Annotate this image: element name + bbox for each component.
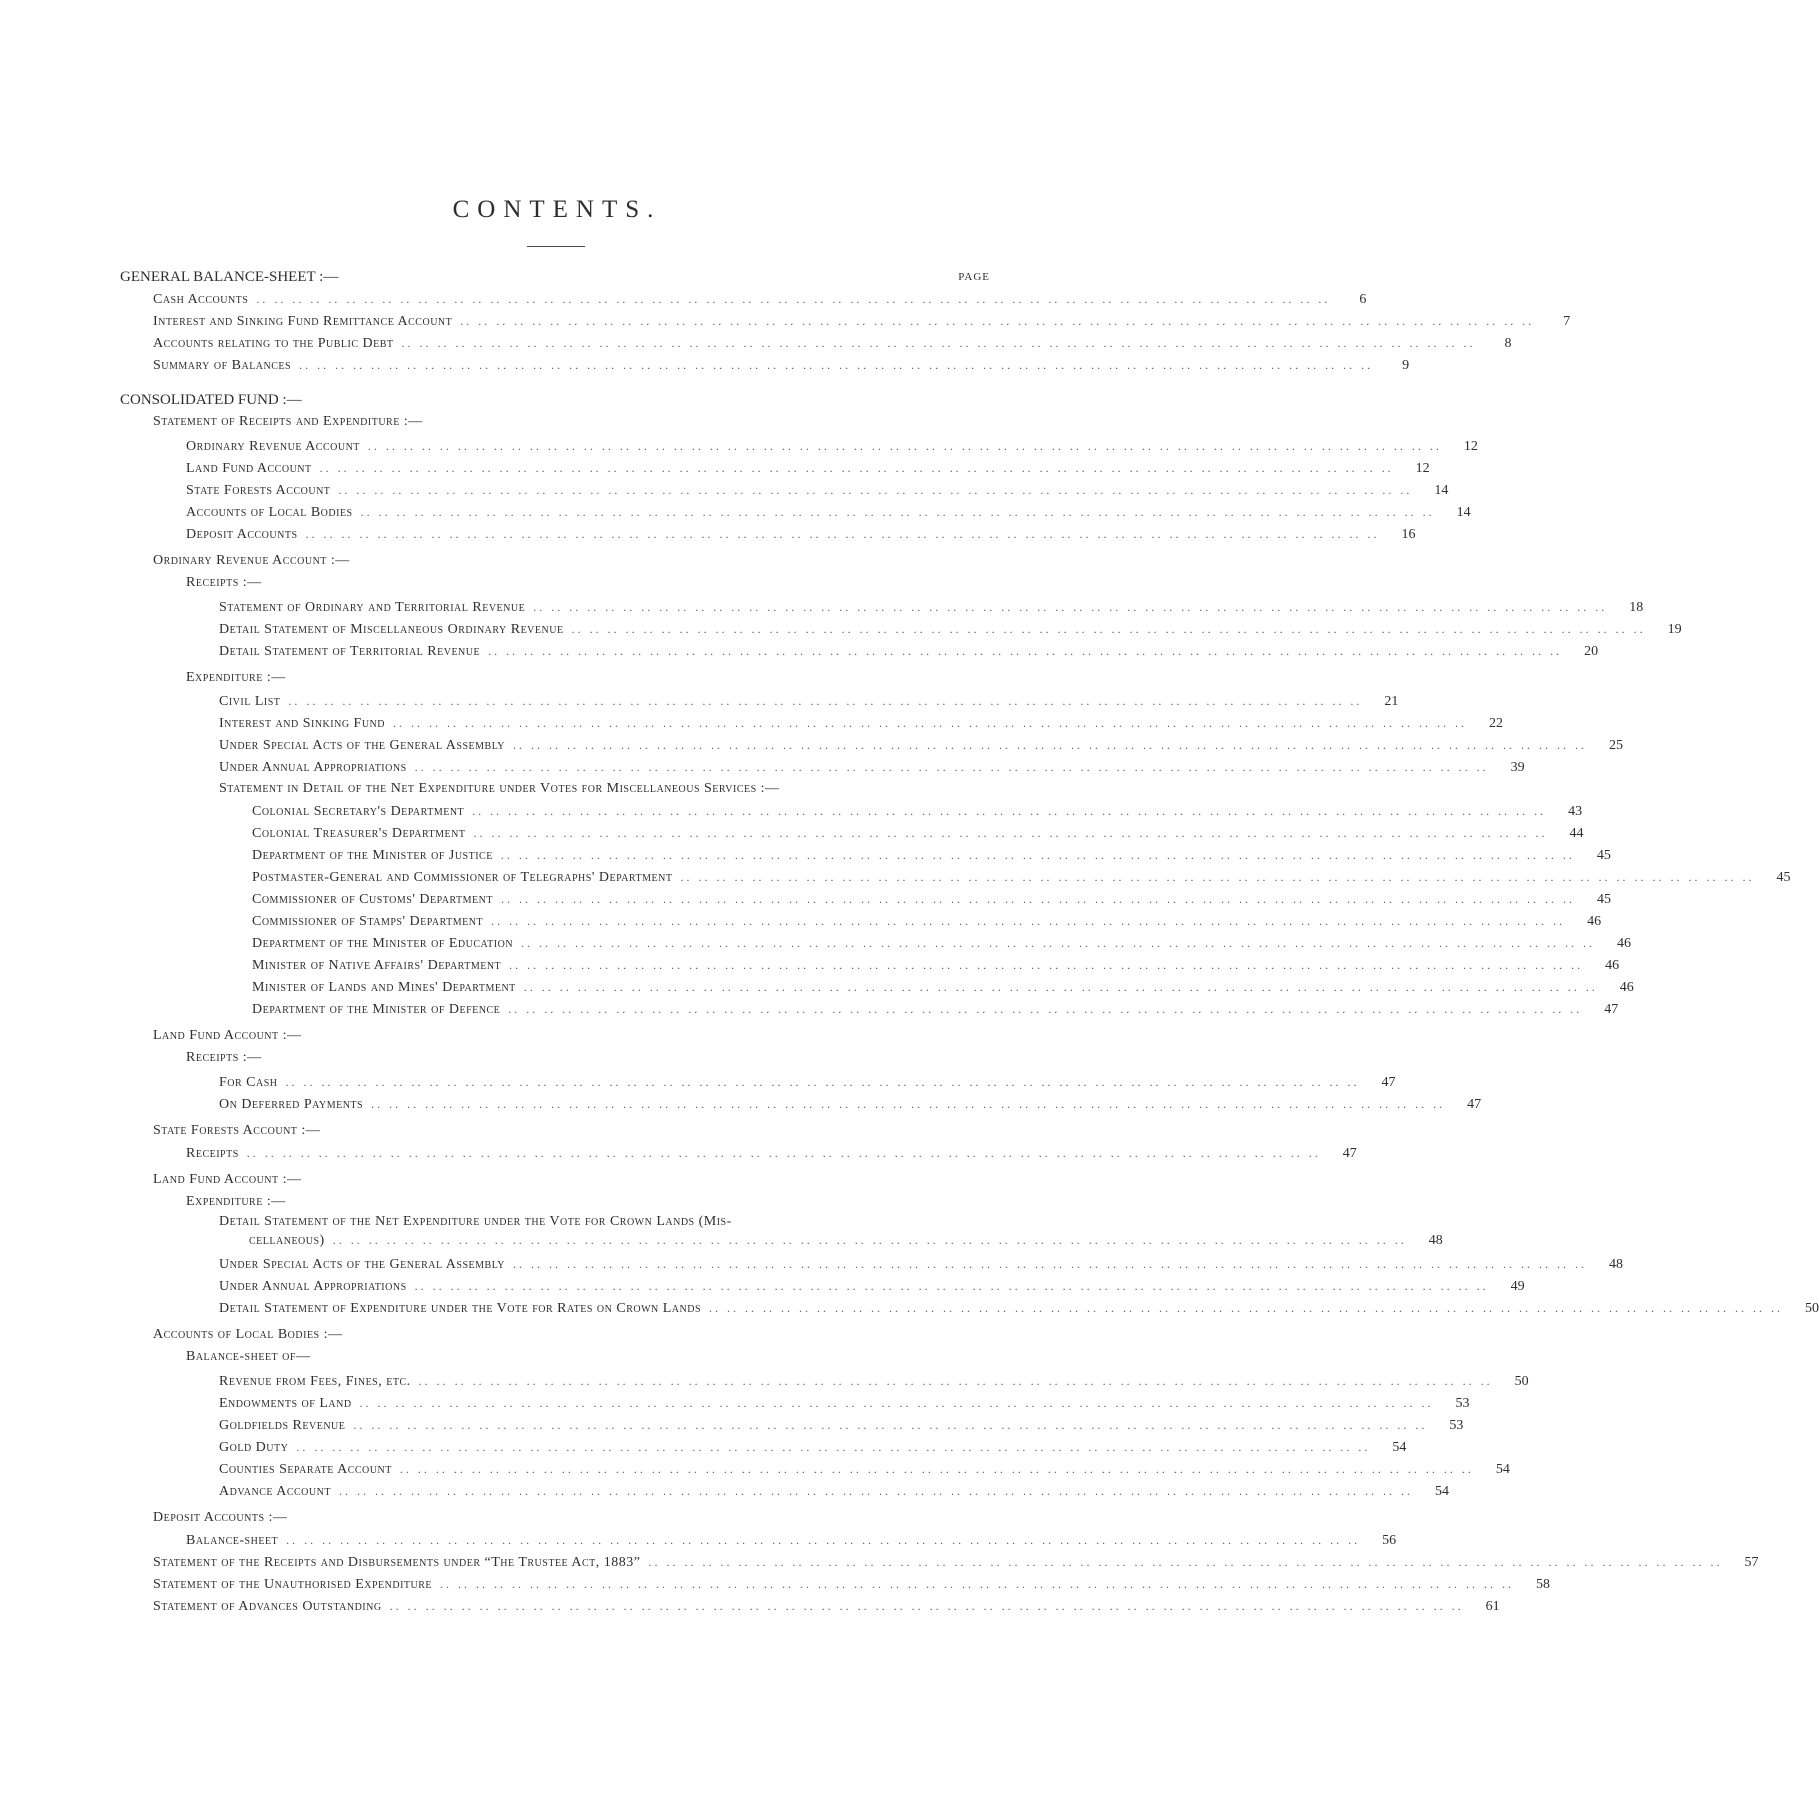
toc-entry-label: cellaneous) [249, 1233, 325, 1248]
dot-leader: .. .. .. .. .. .. .. .. .. .. .. .. .. .. .. .. .. .. .. .. .. .. .. .. .. .. .. .. .. .. .. .. .. .. .. .. .. .. .. .. .. .. .. .. .. .. .. .. .. .. .. .. .. .. .. .. .. .. .. .. [399, 1462, 1474, 1476]
toc-entry-label: Receipts :— [186, 575, 262, 590]
dot-leader: .. .. .. .. .. .. .. .. .. .. .. .. .. .. .. .. .. .. .. .. .. .. .. .. .. .. .. .. .. .. .. .. .. .. .. .. .. .. .. .. .. .. .. .. .. .. .. .. .. .. .. .. .. .. .. .. .. .. .. .. [472, 804, 1547, 818]
toc-heading [153, 413, 423, 431]
toc-entry-page: 12 [1463, 439, 1478, 454]
toc-entry [153, 1575, 1551, 1594]
dot-leader: .. .. .. .. .. .. .. .. .. .. .. .. .. .. .. .. .. .. .. .. .. .. .. .. .. .. .. .. .. .. .. .. .. .. .. .. .. .. .. .. .. .. .. .. .. .. .. .. .. .. .. .. .. .. .. .. .. .. .. .. [332, 1233, 1407, 1247]
toc-entry [186, 481, 1449, 500]
toc-entry-label: Department of the Minister of Justice [252, 848, 493, 863]
toc-entry-page: 44 [1569, 826, 1584, 841]
toc-entry [252, 890, 1611, 909]
dot-leader: .. .. .. .. .. .. .. .. .. .. .. .. .. .. .. .. .. .. .. .. .. .. .. .. .. .. .. .. .. .. .. .. .. .. .. .. .. .. .. .. .. .. .. .. .. .. .. .. .. .. .. .. .. .. .. .. .. .. .. .. [299, 358, 1374, 372]
toc-entry-label: Counties Separate Account [219, 1462, 392, 1477]
toc-entry-label: Land Fund Account :— [153, 1172, 302, 1187]
toc-entry [219, 758, 1525, 777]
toc-entry-page: 47 [1604, 1002, 1619, 1017]
toc-entry [219, 1299, 1819, 1318]
toc-entry [252, 956, 1620, 975]
toc-entry-label: On Deferred Payments [219, 1097, 364, 1112]
toc-entry-page: 16 [1401, 527, 1416, 542]
toc-entry-label: Commissioner of Stamps' Department [252, 914, 484, 929]
toc-entry-label: Land Fund Account [186, 461, 312, 476]
toc-entry-label: Balance-sheet [186, 1533, 279, 1548]
toc-entry-label: Cash Accounts [153, 292, 249, 307]
dot-leader: .. .. .. .. .. .. .. .. .. .. .. .. .. .. .. .. .. .. .. .. .. .. .. .. .. .. .. .. .. .. .. .. .. .. .. .. .. .. .. .. .. .. .. .. .. .. .. .. .. .. .. .. .. .. .. .. .. .. .. .. [389, 1599, 1464, 1613]
toc-entry-label: Statement of the Unauthorised Expenditure [153, 1577, 433, 1592]
toc-entry [219, 1438, 1407, 1457]
dot-leader: .. .. .. .. .. .. .. .. .. .. .. .. .. .. .. .. .. .. .. .. .. .. .. .. .. .. .. .. .. .. .. .. .. .. .. .. .. .. .. .. .. .. .. .. .. .. .. .. .. .. .. .. .. .. .. .. .. .. .. .. [285, 1075, 1360, 1089]
toc-entry-page: 53 [1455, 1396, 1470, 1411]
toc-entry-page: 21 [1384, 694, 1399, 709]
dot-leader: .. .. .. .. .. .. .. .. .. .. .. .. .. .. .. .. .. .. .. .. .. .. .. .. .. .. .. .. .. .. .. .. .. .. .. .. .. .. .. .. .. .. .. .. .. .. .. .. .. .. .. .. .. .. .. .. .. .. .. .. [338, 483, 1413, 497]
toc-entry [219, 1482, 1449, 1501]
dot-leader: .. .. .. .. .. .. .. .. .. .. .. .. .. .. .. .. .. .. .. .. .. .. .. .. .. .. .. .. .. .. .. .. .. .. .. .. .. .. .. .. .. .. .. .. .. .. .. .. .. .. .. .. .. .. .. .. .. .. .. .. [414, 1279, 1489, 1293]
toc-entry-page: 47 [1467, 1097, 1482, 1112]
dot-leader: .. .. .. .. .. .. .. .. .. .. .. .. .. .. .. .. .. .. .. .. .. .. .. .. .. .. .. .. .. .. .. .. .. .. .. .. .. .. .. .. .. .. .. .. .. .. .. .. .. .. .. .. .. .. .. .. .. .. .. .. [414, 760, 1489, 774]
toc-entry-label: Revenue from Fees, Fines, etc. [219, 1374, 411, 1389]
toc-entry-page: 20 [1584, 644, 1599, 659]
toc-entry-label: Statement in Detail of the Net Expenditure under Votes for Miscellaneous Services :— [219, 781, 780, 796]
toc-entry [219, 1095, 1482, 1114]
dot-leader: .. .. .. .. .. .. .. .. .. .. .. .. .. .. .. .. .. .. .. .. .. .. .. .. .. .. .. .. .. .. .. .. .. .. .. .. .. .. .. .. .. .. .. .. .. .. .. .. .. .. .. .. .. .. .. .. .. .. .. .. [296, 1440, 1371, 1454]
toc-entry-label: Receipts :— [186, 1050, 262, 1065]
dot-leader: .. .. .. .. .. .. .. .. .. .. .. .. .. .. .. .. .. .. .. .. .. .. .. .. .. .. .. .. .. .. .. .. .. .. .. .. .. .. .. .. .. .. .. .. .. .. .. .. .. .. .. .. .. .. .. .. .. .. .. .. [360, 505, 1435, 519]
toc-entry-label: Receipts [186, 1146, 239, 1161]
toc-entry-label: CONSOLIDATED FUND :— [120, 392, 302, 408]
dot-leader: .. .. .. .. .. .. .. .. .. .. .. .. .. .. .. .. .. .. .. .. .. .. .. .. .. .. .. .. .. .. .. .. .. .. .. .. .. .. .. .. .. .. .. .. .. .. .. .. .. .. .. .. .. .. .. .. .. .. .. .. [393, 716, 1467, 730]
toc-entry-label: GENERAL BALANCE-SHEET :— [120, 269, 339, 285]
toc-entry-label: Balance-sheet of— [186, 1349, 311, 1364]
toc-entry [252, 802, 1583, 821]
toc-entry-label: Interest and Sinking Fund [219, 716, 385, 731]
dot-leader: .. .. .. .. .. .. .. .. .. .. .. .. .. .. .. .. .. .. .. .. .. .. .. .. .. .. .. .. .. .. .. .. .. .. .. .. .. .. .. .. .. .. .. .. .. .. .. .. .. .. .. .. .. .. .. .. .. .. .. .. [508, 1002, 1583, 1016]
dot-leader: .. .. .. .. .. .. .. .. .. .. .. .. .. .. .. .. .. .. .. .. .. .. .. .. .. .. .. .. .. .. .. .. .. .. .. .. .. .. .. .. .. .. .. .. .. .. .. .. .. .. .. .. .. .. .. .. .. .. .. .. [523, 980, 1598, 994]
dot-leader: .. .. .. .. .. .. .. .. .. .. .. .. .. .. .. .. .. .. .. .. .. .. .. .. .. .. .. .. .. .. .. .. .. .. .. .. .. .. .. .. .. .. .. .. .. .. .. .. .. .. .. .. .. .. .. .. .. .. .. .. [571, 622, 1646, 636]
toc-entry-page: 6 [1359, 292, 1367, 307]
dot-leader: .. .. .. .. .. .. .. .. .. .. .. .. .. .. .. .. .. .. .. .. .. .. .. .. .. .. .. .. .. .. .. .. .. .. .. .. .. .. .. .. .. .. .. .. .. .. .. .. .. .. .. .. .. .. .. .. .. .. .. .. [371, 1097, 1446, 1111]
dot-leader: .. .. .. .. .. .. .. .. .. .. .. .. .. .. .. .. .. .. .. .. .. .. .. .. .. .. .. .. .. .. .. .. .. .. .. .. .. .. .. .. .. .. .. .. .. .. .. .. .. .. .. .. .. .. .. .. .. .. .. .. [367, 439, 1442, 453]
toc-entry [153, 290, 1367, 309]
toc-entry-page: 56 [1382, 1533, 1397, 1548]
toc-heading [219, 780, 780, 798]
toc-entry-page: 58 [1536, 1577, 1551, 1592]
toc-heading [120, 268, 338, 286]
toc-entry [219, 1394, 1470, 1413]
toc-entry [219, 1073, 1396, 1092]
toc-heading [153, 552, 350, 570]
toc-entry-page: 54 [1392, 1440, 1407, 1455]
toc-heading [186, 574, 262, 592]
toc-entry [252, 934, 1632, 953]
toc-heading [153, 1171, 302, 1189]
toc-entry-label: Expenditure :— [186, 670, 286, 685]
page-column-header: PAGE [958, 271, 990, 283]
toc-entry-label: Statement of Ordinary and Territorial Revenue [219, 600, 526, 615]
toc-entry [219, 1372, 1529, 1391]
toc-entry-page: 8 [1504, 336, 1512, 351]
dot-leader: .. .. .. .. .. .. .. .. .. .. .. .. .. .. .. .. .. .. .. .. .. .. .. .. .. .. .. .. .. .. .. .. .. .. .. .. .. .. .. .. .. .. .. .. .. .. .. .. .. .. .. .. .. .. .. .. .. .. .. .. [359, 1396, 1434, 1410]
toc-entry [186, 437, 1478, 456]
toc-entry-label: Under Annual Appropriations [219, 1279, 407, 1294]
toc-entry [252, 978, 1634, 997]
toc-entry-page: 49 [1510, 1279, 1525, 1294]
toc-entry [252, 868, 1791, 887]
toc-entry [153, 356, 1410, 375]
dot-leader: .. .. .. .. .. .. .. .. .. .. .. .. .. .. .. .. .. .. .. .. .. .. .. .. .. .. .. .. .. .. .. .. .. .. .. .. .. .. .. .. .. .. .. .. .. .. .. .. .. .. .. .. .. .. .. .. .. .. .. .. [488, 644, 1563, 658]
toc-entry-label: Under Special Acts of the General Assembly [219, 738, 506, 753]
toc-entry-label: Interest and Sinking Fund Remittance Account [153, 314, 453, 329]
toc-entry [186, 459, 1430, 478]
toc-entry [219, 1277, 1525, 1296]
dot-leader: .. .. .. .. .. .. .. .. .. .. .. .. .. .. .. .. .. .. .. .. .. .. .. .. .. .. .. .. .. .. .. .. .. .. .. .. .. .. .. .. .. .. .. .. .. .. .. .. .. .. .. .. .. .. .. .. .. .. .. .. [521, 936, 1596, 950]
toc-entry-label: State Forests Account [186, 483, 331, 498]
toc-entry-label: Under Annual Appropriations [219, 760, 407, 775]
toc-entry-page: 45 [1596, 892, 1611, 907]
toc-entry [219, 598, 1644, 617]
dot-leader: .. .. .. .. .. .. .. .. .. .. .. .. .. .. .. .. .. .. .. .. .. .. .. .. .. .. .. .. .. .. .. .. .. .. .. .. .. .. .. .. .. .. .. .. .. .. .. .. .. .. .. .. .. .. .. .. .. .. .. .. [473, 826, 1548, 840]
toc-entry [219, 714, 1503, 733]
toc-heading [153, 1122, 320, 1140]
toc-entry-label: Ordinary Revenue Account [186, 439, 360, 454]
toc-entry-label: Detail Statement of Territorial Revenue [219, 644, 481, 659]
dot-leader: .. .. .. .. .. .. .. .. .. .. .. .. .. .. .. .. .. .. .. .. .. .. .. .. .. .. .. .. .. .. .. .. .. .. .. .. .. .. .. .. .. .. .. .. .. .. .. .. .. .. .. .. .. .. .. .. .. .. .. .. [305, 527, 1380, 541]
dot-leader: .. .. .. .. .. .. .. .. .. .. .. .. .. .. .. .. .. .. .. .. .. .. .. .. .. .. .. .. .. .. .. .. .. .. .. .. .. .. .. .. .. .. .. .. .. .. .. .. .. .. .. .. .. .. .. .. .. .. .. .. [246, 1146, 1321, 1160]
toc-entry-label: For Cash [219, 1075, 278, 1090]
toc-entry-label: Summary of Balances [153, 358, 292, 373]
toc-entry [153, 334, 1512, 353]
dot-leader: .. .. .. .. .. .. .. .. .. .. .. .. .. .. .. .. .. .. .. .. .. .. .. .. .. .. .. .. .. .. .. .. .. .. .. .. .. .. .. .. .. .. .. .. .. .. .. .. .. .. .. .. .. .. .. .. .. .. .. .. [353, 1418, 1428, 1432]
toc-entry-label: Detail Statement of the Net Expenditure under the Vote for Crown Lands (Mis- [219, 1214, 732, 1229]
toc-entry-page: 54 [1434, 1484, 1449, 1499]
toc-entry-page: 50 [1514, 1374, 1529, 1389]
toc-entry [153, 1553, 1759, 1572]
toc-entry-label: Land Fund Account :— [153, 1028, 302, 1043]
toc-entry-label: Department of the Minister of Education [252, 936, 514, 951]
dot-leader: .. .. .. .. .. .. .. .. .. .. .. .. .. .. .. .. .. .. .. .. .. .. .. .. .. .. .. .. .. .. .. .. .. .. .. .. .. .. .. .. .. .. .. .. .. .. .. .. .. .. .. .. .. .. .. .. .. .. .. .. [338, 1484, 1413, 1498]
dot-leader: .. .. .. .. .. .. .. .. .. .. .. .. .. .. .. .. .. .. .. .. .. .. .. .. .. .. .. .. .. .. .. .. .. .. .. .. .. .. .. .. .. .. .. .. .. .. .. .. .. .. .. .. .. .. .. .. .. .. .. .. [319, 461, 1394, 475]
toc-heading [120, 391, 302, 409]
toc-entry-label: Expenditure :— [186, 1194, 286, 1209]
dot-leader: .. .. .. .. .. .. .. .. .. .. .. .. .. .. .. .. .. .. .. .. .. .. .. .. .. .. .. .. .. .. .. .. .. .. .. .. .. .. .. .. .. .. .. .. .. .. .. .. .. .. .. .. .. .. .. .. .. .. .. .. [491, 914, 1566, 928]
toc-entry [219, 1255, 1624, 1274]
toc-entry-label: Deposit Accounts [186, 527, 298, 542]
toc-entry-page: 14 [1456, 505, 1471, 520]
toc-heading [153, 1326, 343, 1344]
toc-entry-label: Under Special Acts of the General Assembly [219, 1257, 506, 1272]
toc-entry-page: 39 [1510, 760, 1525, 775]
dot-leader: .. .. .. .. .. .. .. .. .. .. .. .. .. .. .. .. .. .. .. .. .. .. .. .. .. .. .. .. .. .. .. .. .. .. .. .. .. .. .. .. .. .. .. .. .. .. .. .. .. .. .. .. .. .. .. .. .. .. .. .. [513, 1257, 1588, 1271]
toc-entry-page: 25 [1609, 738, 1624, 753]
toc-entry-page: 46 [1605, 958, 1620, 973]
toc-entry-label: Ordinary Revenue Account :— [153, 553, 350, 568]
toc-heading [153, 1509, 287, 1527]
toc-heading [219, 1213, 732, 1231]
toc-entry-label: Department of the Minister of Defence [252, 1002, 501, 1017]
toc-entry-label: Civil List [219, 694, 281, 709]
toc-entry-label: Minister of Lands and Mines' Department [252, 980, 516, 995]
dot-leader: .. .. .. .. .. .. .. .. .. .. .. .. .. .. .. .. .. .. .. .. .. .. .. .. .. .. .. .. .. .. .. .. .. .. .. .. .. .. .. .. .. .. .. .. .. .. .. .. .. .. .. .. .. .. .. .. .. .. .. .. [709, 1301, 1784, 1315]
toc-entry-label: Statement of Receipts and Expenditure :— [153, 414, 423, 429]
toc-entry [186, 525, 1416, 544]
toc-entry-page: 47 [1342, 1146, 1357, 1161]
toc-entry-page: 43 [1568, 804, 1583, 819]
toc-entry-label: Minister of Native Affairs' Department [252, 958, 502, 973]
toc-entry-label: Colonial Treasurer's Department [252, 826, 466, 841]
toc-entry-page: 45 [1776, 870, 1791, 885]
toc-entry-label: Gold Duty [219, 1440, 289, 1455]
toc-entry-label: Detail Statement of Expenditure under the Vote for Rates on Crown Lands [219, 1301, 702, 1316]
toc-entry-label: Endowments of Land [219, 1396, 352, 1411]
toc-entry-page: 46 [1619, 980, 1634, 995]
toc-entry [219, 620, 1682, 639]
toc-entry-label: Deposit Accounts :— [153, 1510, 288, 1525]
dot-leader: .. .. .. .. .. .. .. .. .. .. .. .. .. .. .. .. .. .. .. .. .. .. .. .. .. .. .. .. .. .. .. .. .. .. .. .. .. .. .. .. .. .. .. .. .. .. .. .. .. .. .. .. .. .. .. .. .. .. .. .. [460, 314, 1535, 328]
dot-leader: .. .. .. .. .. .. .. .. .. .. .. .. .. .. .. .. .. .. .. .. .. .. .. .. .. .. .. .. .. .. .. .. .. .. .. .. .. .. .. .. .. .. .. .. .. .. .. .. .. .. .. .. .. .. .. .. .. .. .. .. [500, 892, 1575, 906]
toc-heading [153, 1027, 302, 1045]
toc-entry-page: 46 [1617, 936, 1632, 951]
toc-entry [186, 1144, 1357, 1163]
toc-heading [186, 1193, 286, 1211]
dot-leader: .. .. .. .. .. .. .. .. .. .. .. .. .. .. .. .. .. .. .. .. .. .. .. .. .. .. .. .. .. .. .. .. .. .. .. .. .. .. .. .. .. .. .. .. .. .. .. .. .. .. .. .. .. .. .. .. .. .. .. .. [648, 1555, 1723, 1569]
dot-leader: .. .. .. .. .. .. .. .. .. .. .. .. .. .. .. .. .. .. .. .. .. .. .. .. .. .. .. .. .. .. .. .. .. .. .. .. .. .. .. .. .. .. .. .. .. .. .. .. .. .. .. .. .. .. .. .. .. .. .. .. [513, 738, 1588, 752]
toc-entry-label: State Forests Account :— [153, 1123, 321, 1138]
toc-entry-label: Commissioner of Customs' Department [252, 892, 493, 907]
toc-entry-page: 7 [1563, 314, 1571, 329]
toc-entry [186, 503, 1471, 522]
toc-entry-page: 50 [1805, 1301, 1819, 1316]
toc-entry-page: 9 [1402, 358, 1410, 373]
toc-entry-page: 18 [1629, 600, 1644, 615]
dot-leader: .. .. .. .. .. .. .. .. .. .. .. .. .. .. .. .. .. .. .. .. .. .. .. .. .. .. .. .. .. .. .. .. .. .. .. .. .. .. .. .. .. .. .. .. .. .. .. .. .. .. .. .. .. .. .. .. .. .. .. .. [509, 958, 1584, 972]
toc-entry [252, 912, 1602, 931]
toc-entry-page: 14 [1434, 483, 1449, 498]
toc-entry [219, 1416, 1464, 1435]
toc-entry-page: 19 [1667, 622, 1682, 637]
dot-leader: .. .. .. .. .. .. .. .. .. .. .. .. .. .. .. .. .. .. .. .. .. .. .. .. .. .. .. .. .. .. .. .. .. .. .. .. .. .. .. .. .. .. .. .. .. .. .. .. .. .. .. .. .. .. .. .. .. .. .. .. [286, 1533, 1361, 1547]
toc-entry-page: 48 [1609, 1257, 1624, 1272]
toc-entry-label: Postmaster-General and Commissioner of Telegraphs' Department [252, 870, 673, 885]
toc-entry-page: 53 [1449, 1418, 1464, 1433]
dot-leader: .. .. .. .. .. .. .. .. .. .. .. .. .. .. .. .. .. .. .. .. .. .. .. .. .. .. .. .. .. .. .. .. .. .. .. .. .. .. .. .. .. .. .. .. .. .. .. .. .. .. .. .. .. .. .. .. .. .. .. .. [256, 292, 1331, 306]
toc-heading [186, 669, 286, 687]
toc-entry-label: Goldfields Revenue [219, 1418, 346, 1433]
dot-leader: .. .. .. .. .. .. .. .. .. .. .. .. .. .. .. .. .. .. .. .. .. .. .. .. .. .. .. .. .. .. .. .. .. .. .. .. .. .. .. .. .. .. .. .. .. .. .. .. .. .. .. .. .. .. .. .. .. .. .. .. [418, 1374, 1493, 1388]
toc-entry-page: 46 [1587, 914, 1602, 929]
toc-entry [219, 1460, 1510, 1479]
toc-entry [219, 692, 1399, 711]
dot-leader: .. .. .. .. .. .. .. .. .. .. .. .. .. .. .. .. .. .. .. .. .. .. .. .. .. .. .. .. .. .. .. .. .. .. .. .. .. .. .. .. .. .. .. .. .. .. .. .. .. .. .. .. .. .. .. .. .. .. .. .. [440, 1577, 1515, 1591]
page-title: CONTENTS. [452, 196, 662, 223]
toc-entry-page: 54 [1495, 1462, 1510, 1477]
toc-entry [186, 1531, 1397, 1550]
toc-entry-page: 57 [1744, 1555, 1759, 1570]
toc-entry [252, 824, 1584, 843]
toc-entry-page: 12 [1415, 461, 1430, 476]
dot-leader: .. .. .. .. .. .. .. .. .. .. .. .. .. .. .. .. .. .. .. .. .. .. .. .. .. .. .. .. .. .. .. .. .. .. .. .. .. .. .. .. .. .. .. .. .. .. .. .. .. .. .. .. .. .. .. .. .. .. .. .. [680, 870, 1755, 884]
toc-entry [153, 312, 1571, 331]
toc-entry-label: Accounts of Local Bodies :— [153, 1327, 343, 1342]
toc-entry-page: 47 [1381, 1075, 1396, 1090]
toc-entry-label: Advance Account [219, 1484, 331, 1499]
toc-entry-page: 48 [1428, 1233, 1443, 1248]
dot-leader: .. .. .. .. .. .. .. .. .. .. .. .. .. .. .. .. .. .. .. .. .. .. .. .. .. .. .. .. .. .. .. .. .. .. .. .. .. .. .. .. .. .. .. .. .. .. .. .. .. .. .. .. .. .. .. .. .. .. .. .. [288, 694, 1363, 708]
toc-heading [186, 1348, 310, 1366]
toc-entry [219, 736, 1624, 755]
toc-entry [249, 1231, 1443, 1250]
toc-entry-label: Statement of the Receipts and Disbursements under “The Trustee Act, 1883” [153, 1555, 641, 1570]
toc-entry-label: Accounts of Local Bodies [186, 505, 353, 520]
toc-entry-page: 61 [1485, 1599, 1500, 1614]
toc-entry [252, 846, 1611, 865]
toc-entry-label: Colonial Secretary's Department [252, 804, 465, 819]
toc-entry-label: Accounts relating to the Public Debt [153, 336, 394, 351]
toc-entry-page: 45 [1596, 848, 1611, 863]
toc-entry-page: 22 [1489, 716, 1503, 731]
toc-entry-label: Statement of Advances Outstanding [153, 1599, 382, 1614]
dot-leader: .. .. .. .. .. .. .. .. .. .. .. .. .. .. .. .. .. .. .. .. .. .. .. .. .. .. .. .. .. .. .. .. .. .. .. .. .. .. .. .. .. .. .. .. .. .. .. .. .. .. .. .. .. .. .. .. .. .. .. .. [401, 336, 1476, 350]
toc-heading [186, 1049, 262, 1067]
toc-entry [219, 642, 1599, 661]
toc-entry [153, 1597, 1500, 1616]
dot-leader: .. .. .. .. .. .. .. .. .. .. .. .. .. .. .. .. .. .. .. .. .. .. .. .. .. .. .. .. .. .. .. .. .. .. .. .. .. .. .. .. .. .. .. .. .. .. .. .. .. .. .. .. .. .. .. .. .. .. .. .. [533, 600, 1608, 614]
dot-leader: .. .. .. .. .. .. .. .. .. .. .. .. .. .. .. .. .. .. .. .. .. .. .. .. .. .. .. .. .. .. .. .. .. .. .. .. .. .. .. .. .. .. .. .. .. .. .. .. .. .. .. .. .. .. .. .. .. .. .. .. [500, 848, 1575, 862]
toc-entry [252, 1000, 1619, 1019]
toc-entry-label: Detail Statement of Miscellaneous Ordinary Revenue [219, 622, 564, 637]
